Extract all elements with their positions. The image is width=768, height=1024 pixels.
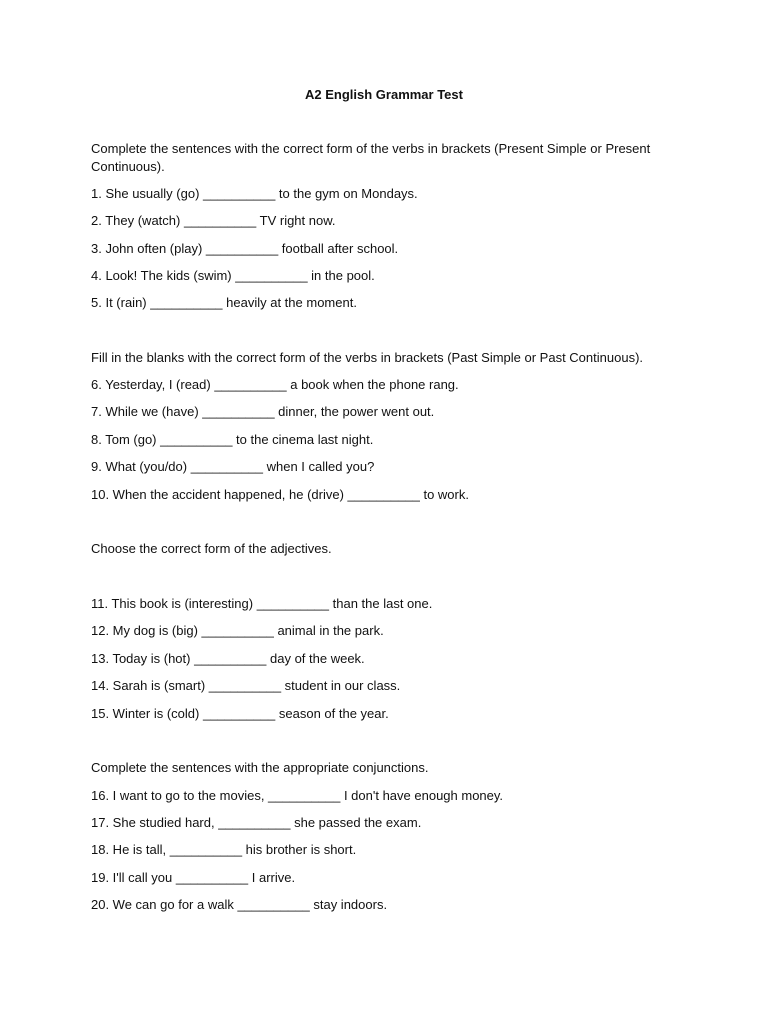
question-item: 16. I want to go to the movies, __________ I don't have enough money.	[91, 788, 504, 803]
question-item: 9. What (you/do) __________ when I called you?	[91, 459, 375, 474]
question-item: 10. When the accident happened, he (drive) __________ to work.	[91, 487, 469, 502]
question-item: 8. Tom (go) __________ to the cinema last night.	[91, 432, 374, 447]
question-item: 11. This book is (interesting) __________ than the last one.	[91, 596, 433, 611]
question-item: 7. While we (have) __________ dinner, the power went out.	[91, 404, 435, 419]
section-instruction: Complete the sentences with the appropriate conjunctions.	[91, 760, 429, 775]
question-item: 4. Look! The kids (swim) __________ in the pool.	[91, 268, 375, 283]
question-item: 3. John often (play) __________ football after school.	[91, 241, 399, 256]
question-item: 17. She studied hard, __________ she passed the exam.	[91, 815, 422, 830]
question-item: 6. Yesterday, I (read) __________ a book when the phone rang.	[91, 377, 459, 392]
section-instruction: Fill in the blanks with the correct form of the verbs in brackets (Past Simple or Past Continuous).	[91, 350, 644, 365]
question-item: 12. My dog is (big) __________ animal in the park.	[91, 623, 384, 638]
question-item: 18. He is tall, __________ his brother is short.	[91, 842, 357, 857]
question-item: 19. I'll call you __________ I arrive.	[91, 870, 296, 885]
question-item: 13. Today is (hot) __________ day of the week.	[91, 651, 365, 666]
question-item: 5. It (rain) __________ heavily at the moment.	[91, 295, 357, 310]
page-title: A2 English Grammar Test	[305, 87, 463, 102]
section-instruction: Complete the sentences with the correct form of the verbs in brackets (Present Simple or Present Continuous).	[91, 141, 651, 174]
section-instruction: Choose the correct form of the adjectives.	[91, 541, 332, 556]
question-item: 2. They (watch) __________ TV right now.	[91, 213, 336, 228]
question-item: 15. Winter is (cold) __________ season of the year.	[91, 706, 389, 721]
question-item: 20. We can go for a walk __________ stay indoors.	[91, 897, 388, 912]
question-item: 14. Sarah is (smart) __________ student in our class.	[91, 678, 401, 693]
question-item: 1. She usually (go) __________ to the gym on Mondays.	[91, 186, 418, 201]
